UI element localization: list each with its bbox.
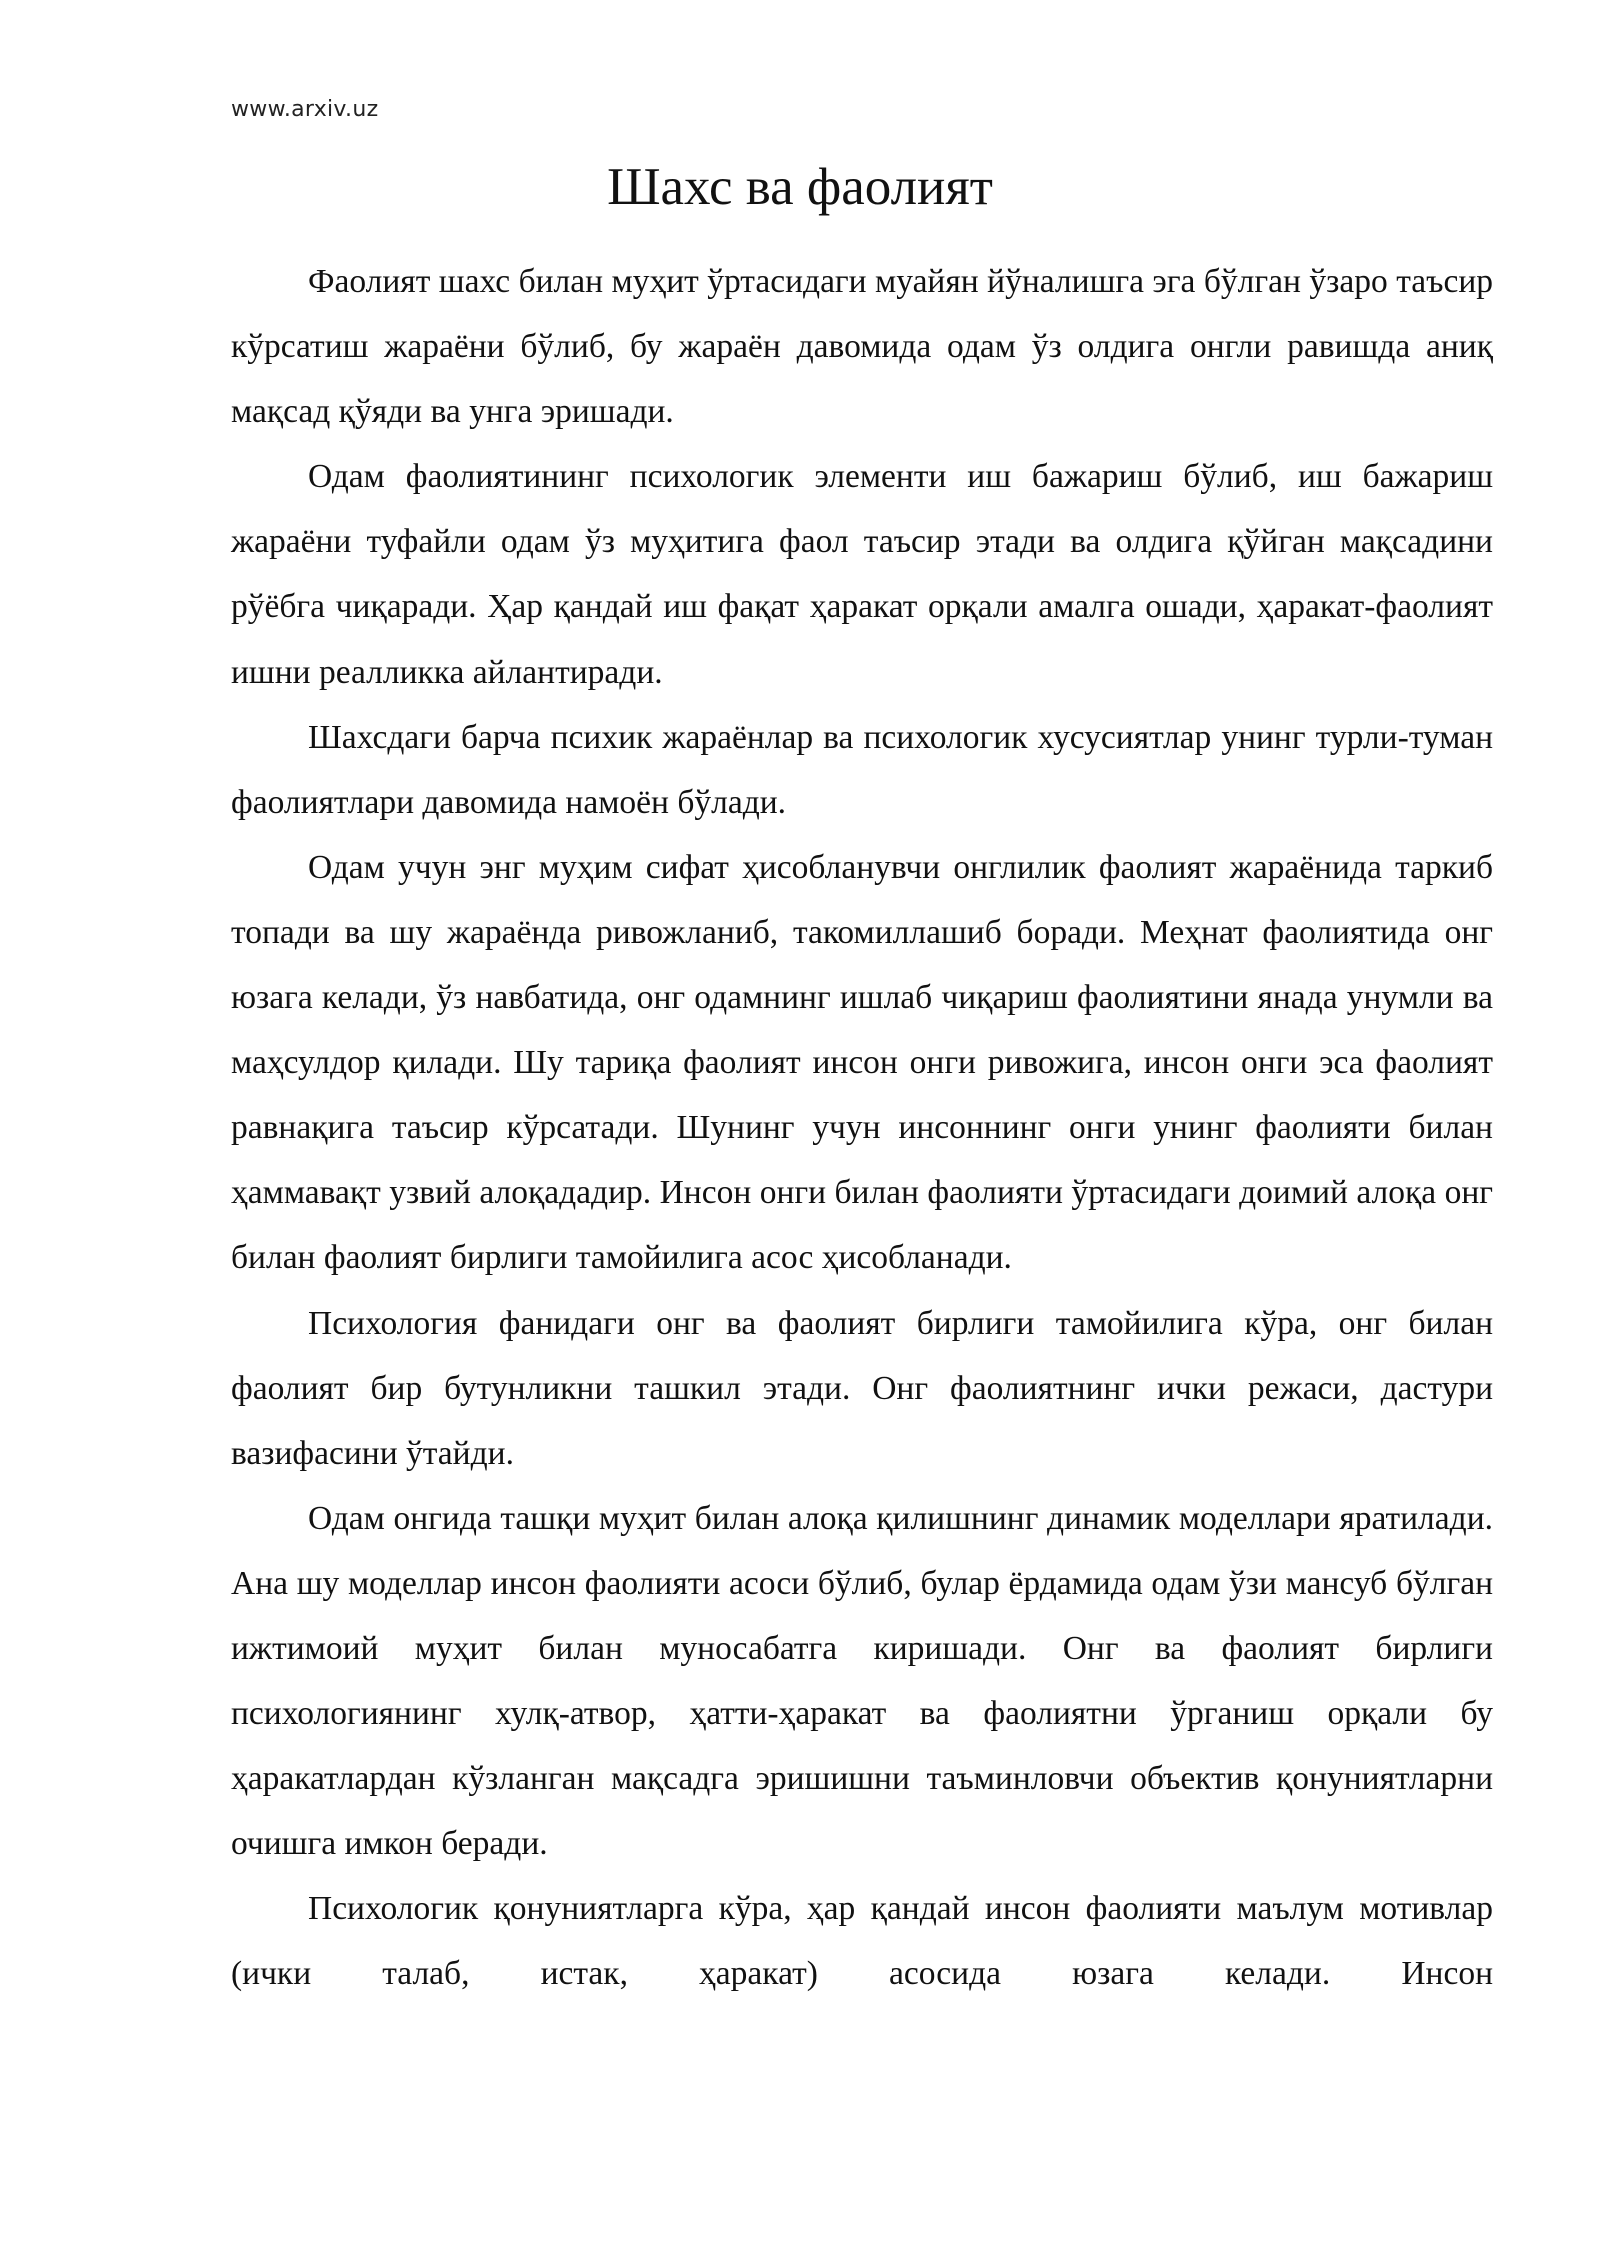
page-title: Шахс ва фаолият	[607, 158, 993, 216]
document-body	[231, 249, 1493, 2007]
body-paragraph: Одам онгида ташқи муҳит билан алоқа қилишнинг динамик моделлари яратилади. Ана шу моделлар инсон фаолияти асоси бўлиб, булар ёрдамида одам ўзи мансуб бўлган ижтимоий муҳит билан муносабатга киришади. Онг ва фаолият бирлиги психологиянинг хулқ-атвор, ҳатти-ҳаракат ва фаолиятни ўрганиш орқали бу ҳаракатлардан кўзланган мақсадга эришишни таъминловчи объектив қонуниятларни очишга имкон беради.	[231, 1499, 1493, 1863]
body-paragraph: Одам фаолиятининг психологик элементи иш бажариш бўлиб, иш бажариш жараёни туфайли одам ўз муҳитига фаол таъсир этади ва олдига қўйган мақсадини рўёбга чиқаради. Ҳар қандай иш фақат ҳаракат орқали амалга ошади, ҳаракат-фаолият ишни реалликка айлантиради.	[231, 458, 1493, 691]
body-paragraph: Одам учун энг муҳим сифат ҳисобланувчи онглилик фаолият жараёнида таркиб топади ва шу жараёнда ривожланиб, такомиллашиб боради. Меҳнат фаолиятида онг юзага келади, ўз навбатида, онг одамнинг ишлаб чиқариш фаолиятини янада унумли ва маҳсулдор қилади. Шу тариқа фаолият инсон онги ривожига, инсон онги эса фаолият равнақига таъсир кўрсатади. Шунинг учун инсоннинг онги унинг фаолияти билан ҳаммавақт узвий алоқададир. Инсон онги билан фаолияти ўртасидаги доимий алоқа онг билан фаолият бирлиги тамойилига асос ҳисобланади.	[231, 848, 1493, 1277]
body-paragraph: Психология фанидаги онг ва фаолият бирлиги тамойилига кўра, онг билан фаолият бир бутунликни ташкил этади. Онг фаолиятнинг ички режаси, дастури вазифасини ўтайди.	[231, 1304, 1493, 1472]
body-paragraph: Психологик қонуниятларга кўра, ҳар қандай инсон фаолияти маълум мотивлар (ички талаб, истак, ҳаракат) асосида юзага келади. Инсон	[231, 1890, 1493, 1993]
site-url-header: www.arxiv.uz	[231, 97, 379, 122]
body-paragraph: Фаолият шахс билан муҳит ўртасидаги муайян йўналишга эга бўлган ўзаро таъсир кўрсатиш жараёни бўлиб, бу жараён давомида одам ўз олдига онгли равишда аниқ мақсад қўяди ва унга эришади.	[231, 263, 1493, 431]
body-paragraph: Шахсдаги барча психик жараёнлар ва психологик хусусиятлар унинг турли-туман фаолиятлари давомида намоён бўлади.	[231, 718, 1493, 821]
